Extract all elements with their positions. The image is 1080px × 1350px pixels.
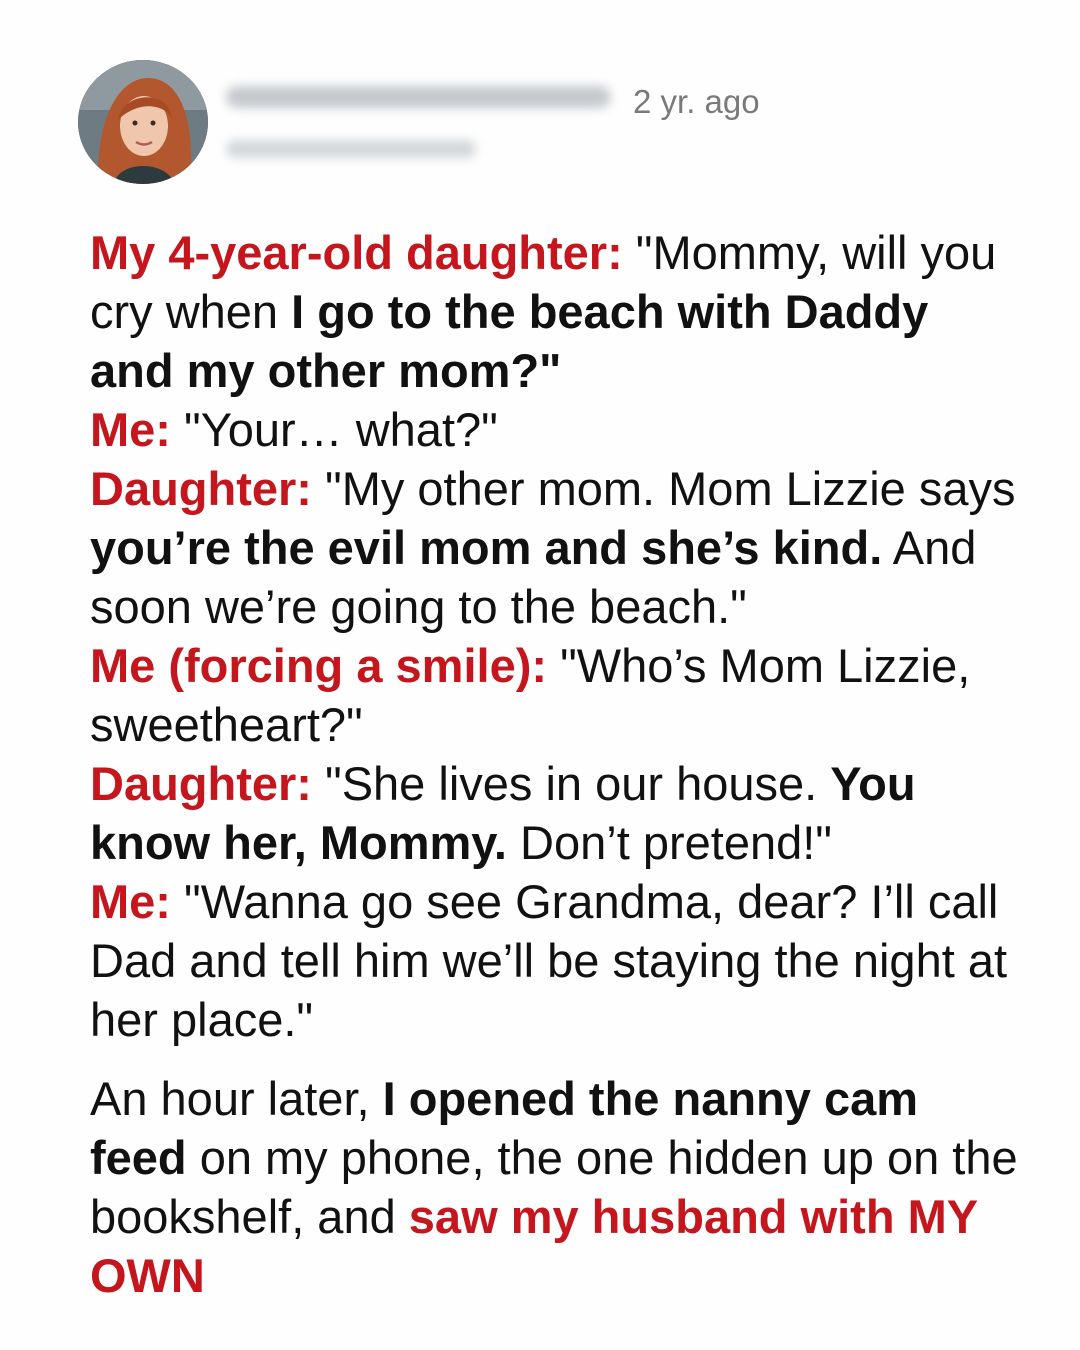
dialogue-emphasis: I go to the beach with Daddy and my other mom?": [90, 285, 929, 397]
dialogue-text: Don’t pretend!": [507, 816, 832, 869]
dialogue-text: "Your… what?": [170, 403, 498, 456]
dialogue-text: "Who’s Mom Lizzie, sweetheart?": [90, 639, 971, 751]
narration-highlight: saw my husband with MY OWN: [90, 1190, 978, 1302]
speaker-label: Me:: [90, 875, 171, 928]
dialogue-emphasis: you’re the evil mom and she’s kind.: [90, 521, 883, 574]
dialogue-emphasis: You know her, Mommy.: [90, 757, 916, 869]
avatar-photo-icon: [78, 60, 208, 184]
avatar[interactable]: [78, 60, 208, 184]
narration-text: on my phone, the one hidden up on the bookshelf, and: [90, 1131, 1018, 1243]
dialogue-line: [90, 223, 1020, 400]
dialogue-text: "My other mom. Mom Lizzie says: [311, 462, 1016, 515]
speaker-label: Daughter:: [90, 757, 312, 810]
speaker-label: Me:: [90, 403, 171, 456]
dialogue-text: And soon we’re going to the beach.": [90, 521, 977, 633]
speaker-label: Daughter:: [90, 462, 312, 515]
post-timestamp: 2 yr. ago: [633, 83, 760, 120]
dialogue-text: "She lives in our house.: [311, 757, 831, 810]
dialogue-line: [90, 459, 1020, 636]
dialogue-line: [90, 636, 1020, 754]
dialogue-line: [90, 400, 1020, 459]
dialogue-line: [90, 872, 1020, 1049]
username-redacted[interactable]: [226, 86, 611, 108]
dialogue-text: "Wanna go see Grandma, dear? I’ll call Dad and tell him we’ll be staying the night at her place.": [90, 875, 1008, 1046]
story-text: [90, 223, 1020, 1305]
narration-paragraph: [90, 1069, 1020, 1305]
speaker-label: Me (forcing a smile):: [90, 639, 548, 692]
narration-text: An hour later,: [90, 1072, 383, 1125]
dialogue-line: [90, 754, 1020, 872]
dialogue-text: "Mommy, will you cry when: [90, 226, 997, 338]
speaker-label: My 4-year-old daughter:: [90, 226, 623, 279]
post-header: [78, 60, 978, 185]
byline-redacted: [226, 140, 476, 158]
narration-emphasis: I opened the nanny cam feed: [90, 1072, 919, 1184]
